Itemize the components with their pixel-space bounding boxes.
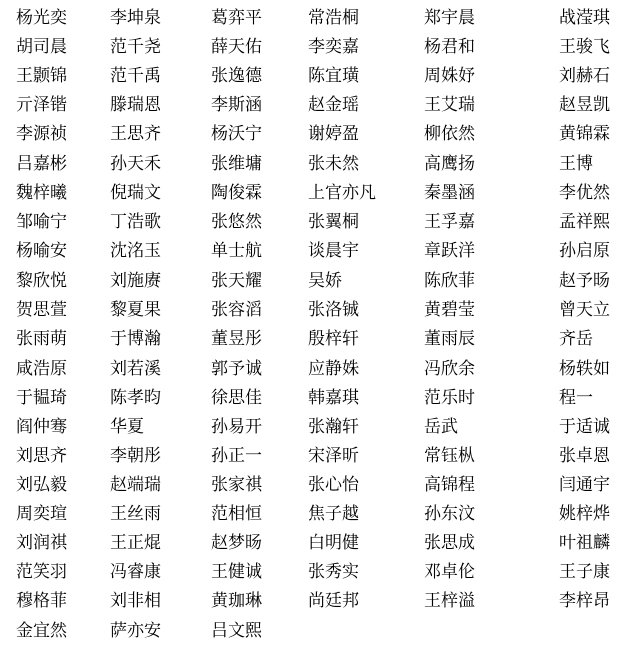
name-row bbox=[0, 413, 634, 442]
name-cell: 周奕瑄 bbox=[16, 504, 67, 524]
name-cell: 张悠然 bbox=[211, 212, 262, 232]
name-row bbox=[0, 4, 634, 33]
name-cell: 李优然 bbox=[559, 183, 610, 203]
name-cell: 张家祺 bbox=[211, 475, 262, 495]
name-cell: 张瀚轩 bbox=[308, 417, 359, 437]
name-row bbox=[0, 296, 634, 325]
name-cell: 董昱彤 bbox=[211, 329, 262, 349]
name-cell: 华夏 bbox=[110, 417, 144, 437]
name-cell: 李梓昂 bbox=[559, 591, 610, 611]
name-row bbox=[0, 33, 634, 62]
name-cell: 于韫琦 bbox=[16, 388, 67, 408]
name-row bbox=[0, 62, 634, 91]
name-cell: 黄锦霖 bbox=[559, 124, 610, 144]
name-cell: 黎夏果 bbox=[110, 300, 161, 320]
name-cell: 杨轶如 bbox=[559, 359, 610, 379]
name-cell: 孙易开 bbox=[211, 417, 262, 437]
name-row bbox=[0, 558, 634, 587]
name-cell: 杨君和 bbox=[424, 37, 475, 57]
name-cell: 吕文熙 bbox=[211, 621, 262, 641]
name-cell: 张天耀 bbox=[211, 271, 262, 291]
name-cell: 陈宜璜 bbox=[308, 66, 359, 86]
name-cell: 赵金瑶 bbox=[308, 95, 359, 115]
name-cell: 李源祯 bbox=[16, 124, 67, 144]
name-cell: 郭予诚 bbox=[211, 359, 262, 379]
name-cell: 李奕嘉 bbox=[308, 37, 359, 57]
name-cell: 刘思齐 bbox=[16, 446, 67, 466]
name-row bbox=[0, 617, 634, 646]
name-cell: 吴娇 bbox=[308, 271, 342, 291]
name-cell: 张翼桐 bbox=[308, 212, 359, 232]
name-cell: 孟祥熙 bbox=[559, 212, 610, 232]
name-cell: 王丝雨 bbox=[110, 504, 161, 524]
name-cell: 黄珈琳 bbox=[211, 591, 262, 611]
name-row bbox=[0, 355, 634, 384]
name-cell: 刘赫石 bbox=[559, 66, 610, 86]
name-cell: 周姝妤 bbox=[424, 66, 475, 86]
name-cell: 穆格菲 bbox=[16, 591, 67, 611]
name-cell: 上官亦凡 bbox=[308, 183, 376, 203]
name-cell: 赵端瑞 bbox=[110, 475, 161, 495]
name-cell: 孙天禾 bbox=[110, 154, 161, 174]
name-cell: 程一 bbox=[559, 388, 593, 408]
name-cell: 陶俊霖 bbox=[211, 183, 262, 203]
name-cell: 齐岳 bbox=[559, 329, 593, 349]
name-cell: 于适诚 bbox=[559, 417, 610, 437]
name-cell: 金宜然 bbox=[16, 621, 67, 641]
name-cell: 刘润祺 bbox=[16, 533, 67, 553]
name-cell: 张逸德 bbox=[211, 66, 262, 86]
name-cell: 于博瀚 bbox=[110, 329, 161, 349]
name-cell: 咸浩原 bbox=[16, 359, 67, 379]
name-cell: 王思齐 bbox=[110, 124, 161, 144]
name-cell: 高鹰扬 bbox=[424, 154, 475, 174]
name-cell: 单士航 bbox=[211, 241, 262, 261]
name-cell: 倪瑞文 bbox=[110, 183, 161, 203]
name-cell: 赵梦旸 bbox=[211, 533, 262, 553]
name-cell: 范笑羽 bbox=[16, 562, 67, 582]
name-row bbox=[0, 500, 634, 529]
name-row bbox=[0, 442, 634, 471]
name-row bbox=[0, 471, 634, 500]
name-cell: 范千尧 bbox=[110, 37, 161, 57]
name-cell: 张维墉 bbox=[211, 154, 262, 174]
name-cell: 常浩桐 bbox=[308, 8, 359, 28]
name-cell: 张思成 bbox=[424, 533, 475, 553]
name-cell: 陈欣菲 bbox=[424, 271, 475, 291]
name-cell: 孙启原 bbox=[559, 241, 610, 261]
name-row bbox=[0, 179, 634, 208]
name-cell: 孙东汶 bbox=[424, 504, 475, 524]
name-cell: 杨光奕 bbox=[16, 8, 67, 28]
name-cell: 滕瑞恩 bbox=[110, 95, 161, 115]
name-cell: 黎欣悦 bbox=[16, 271, 67, 291]
name-cell: 叶祖麟 bbox=[559, 533, 610, 553]
name-cell: 张秀实 bbox=[308, 562, 359, 582]
name-cell: 柳依然 bbox=[424, 124, 475, 144]
name-cell: 张卓恩 bbox=[559, 446, 610, 466]
name-cell: 张未然 bbox=[308, 154, 359, 174]
name-cell: 孙正一 bbox=[211, 446, 262, 466]
name-row bbox=[0, 120, 634, 149]
name-cell: 徐思佳 bbox=[211, 388, 262, 408]
name-cell: 邓卓伦 bbox=[424, 562, 475, 582]
name-cell: 刘非相 bbox=[110, 591, 161, 611]
name-cell: 张容滔 bbox=[211, 300, 262, 320]
name-cell: 曾天立 bbox=[559, 300, 610, 320]
name-cell: 胡司晨 bbox=[16, 37, 67, 57]
name-cell: 王骏飞 bbox=[559, 37, 610, 57]
name-cell: 范千禹 bbox=[110, 66, 161, 86]
name-row bbox=[0, 208, 634, 237]
name-cell: 闫通宇 bbox=[559, 475, 610, 495]
name-cell: 焦子越 bbox=[308, 504, 359, 524]
name-cell: 冯欣余 bbox=[424, 359, 475, 379]
name-cell: 韩嘉琪 bbox=[308, 388, 359, 408]
name-row bbox=[0, 267, 634, 296]
name-row bbox=[0, 91, 634, 120]
name-cell: 李坤泉 bbox=[110, 8, 161, 28]
name-cell: 郑宇晨 bbox=[424, 8, 475, 28]
name-cell: 贺思萱 bbox=[16, 300, 67, 320]
name-cell: 秦墨涵 bbox=[424, 183, 475, 203]
name-cell: 王颢锦 bbox=[16, 66, 67, 86]
name-row bbox=[0, 384, 634, 413]
name-cell: 张雨萌 bbox=[16, 329, 67, 349]
name-row bbox=[0, 150, 634, 179]
name-cell: 赵昱凯 bbox=[559, 95, 610, 115]
name-cell: 尚廷邦 bbox=[308, 591, 359, 611]
name-row bbox=[0, 237, 634, 266]
name-cell: 吕嘉彬 bbox=[16, 154, 67, 174]
name-cell: 李斯涵 bbox=[211, 95, 262, 115]
name-cell: 白明健 bbox=[308, 533, 359, 553]
name-cell: 李朝彤 bbox=[110, 446, 161, 466]
name-cell: 刘若溪 bbox=[110, 359, 161, 379]
name-cell: 谈晨宇 bbox=[308, 241, 359, 261]
name-cell: 刘弘毅 bbox=[16, 475, 67, 495]
name-cell: 张洛铖 bbox=[308, 300, 359, 320]
name-cell: 阎仲骞 bbox=[16, 417, 67, 437]
name-cell: 章跃洋 bbox=[424, 241, 475, 261]
name-cell: 魏梓曦 bbox=[16, 183, 67, 203]
name-cell: 高锦程 bbox=[424, 475, 475, 495]
name-cell: 范乐时 bbox=[424, 388, 475, 408]
name-cell: 姚梓烨 bbox=[559, 504, 610, 524]
name-cell: 张心怡 bbox=[308, 475, 359, 495]
name-cell: 杨喻安 bbox=[16, 241, 67, 261]
name-cell: 刘施赓 bbox=[110, 271, 161, 291]
name-cell: 杨沃宁 bbox=[211, 124, 262, 144]
name-cell: 岳武 bbox=[424, 417, 458, 437]
name-cell: 薛天佑 bbox=[211, 37, 262, 57]
name-cell: 战滢琪 bbox=[559, 8, 610, 28]
name-cell: 陈孝昀 bbox=[110, 388, 161, 408]
name-row bbox=[0, 587, 634, 616]
name-cell: 沈洺玉 bbox=[110, 241, 161, 261]
name-cell: 邹喻宁 bbox=[16, 212, 67, 232]
name-cell: 王博 bbox=[559, 154, 593, 174]
name-cell: 萨亦安 bbox=[110, 621, 161, 641]
name-cell: 王艾瑞 bbox=[424, 95, 475, 115]
name-cell: 丁浩歌 bbox=[110, 212, 161, 232]
name-cell: 黄碧莹 bbox=[424, 300, 475, 320]
name-cell: 亓泽锴 bbox=[16, 95, 67, 115]
name-row bbox=[0, 325, 634, 354]
name-cell: 赵予旸 bbox=[559, 271, 610, 291]
name-cell: 谢婷盈 bbox=[308, 124, 359, 144]
name-cell: 冯睿康 bbox=[110, 562, 161, 582]
name-cell: 范相恒 bbox=[211, 504, 262, 524]
name-cell: 常钰枞 bbox=[424, 446, 475, 466]
name-cell: 王正焜 bbox=[110, 533, 161, 553]
name-cell: 王梓溢 bbox=[424, 591, 475, 611]
name-cell: 王健诚 bbox=[211, 562, 262, 582]
name-cell: 殷梓轩 bbox=[308, 329, 359, 349]
name-row bbox=[0, 529, 634, 558]
name-cell: 王孚嘉 bbox=[424, 212, 475, 232]
name-cell: 董雨辰 bbox=[424, 329, 475, 349]
name-cell: 宋泽昕 bbox=[308, 446, 359, 466]
name-cell: 应静姝 bbox=[308, 359, 359, 379]
name-cell: 葛弈平 bbox=[211, 8, 262, 28]
name-cell: 王子康 bbox=[559, 562, 610, 582]
